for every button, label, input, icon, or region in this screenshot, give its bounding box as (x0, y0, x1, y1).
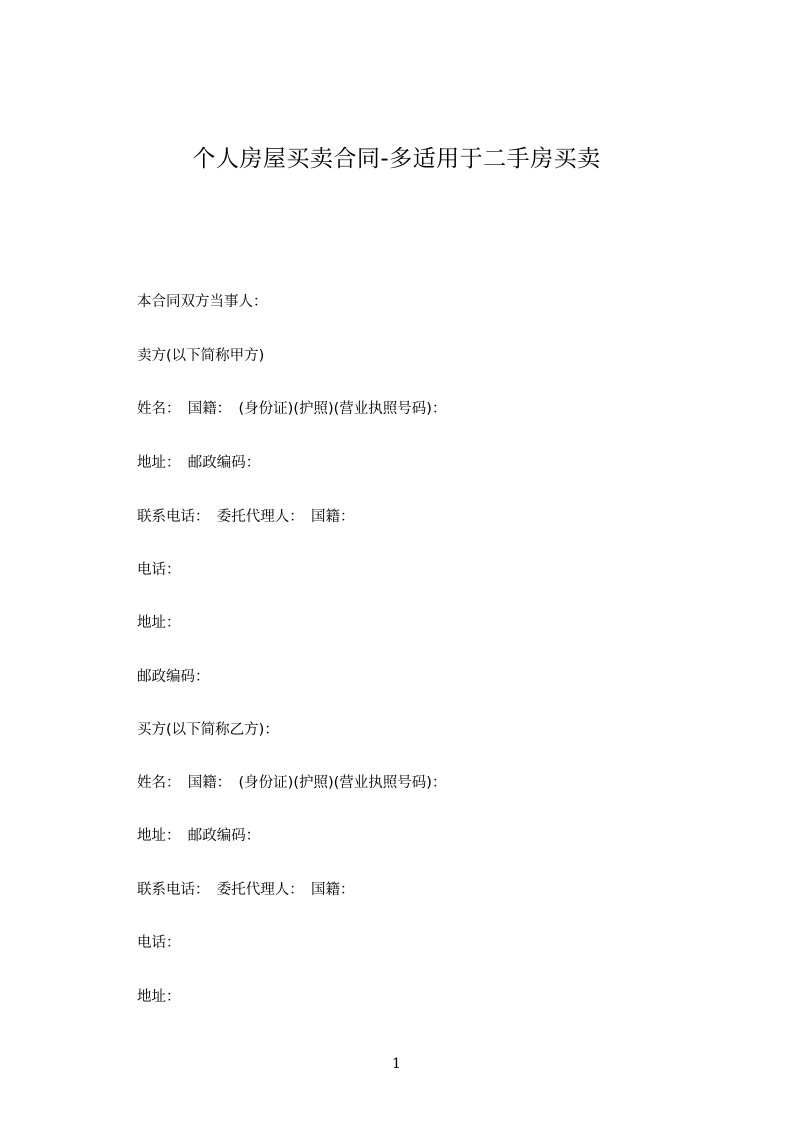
document-title: 个人房屋买卖合同-多适用于二手房买卖 (192, 146, 601, 172)
line-seller-agent-address: 地址： (137, 615, 181, 631)
line-parties-intro: 本合同双方当事人： (137, 294, 268, 310)
line-buyer-address-postcode: 地址： 邮政编码： (137, 828, 261, 844)
line-seller-phone-agent-nationality: 联系电话： 委托代理人： 国籍： (137, 509, 355, 525)
line-buyer-phone-agent-nationality: 联系电话： 委托代理人： 国籍： (137, 882, 355, 898)
line-buyer-agent-address: 地址： (137, 989, 181, 1005)
line-buyer-name-nationality-id: 姓名： 国籍： (身份证)(护照)(营业执照号码)： (137, 775, 447, 791)
line-buyer-heading: 买方(以下简称乙方)： (137, 722, 279, 738)
line-seller-agent-phone: 电话： (137, 562, 181, 578)
page-number: 1 (392, 1056, 401, 1072)
line-seller-address-postcode: 地址： 邮政编码： (137, 455, 261, 471)
line-seller-heading: 卖方(以下简称甲方) (137, 348, 265, 364)
line-seller-agent-postcode: 邮政编码： (137, 669, 210, 685)
line-seller-name-nationality-id: 姓名： 国籍： (身份证)(护照)(营业执照号码)： (137, 401, 447, 417)
line-buyer-agent-phone: 电话： (137, 935, 181, 951)
